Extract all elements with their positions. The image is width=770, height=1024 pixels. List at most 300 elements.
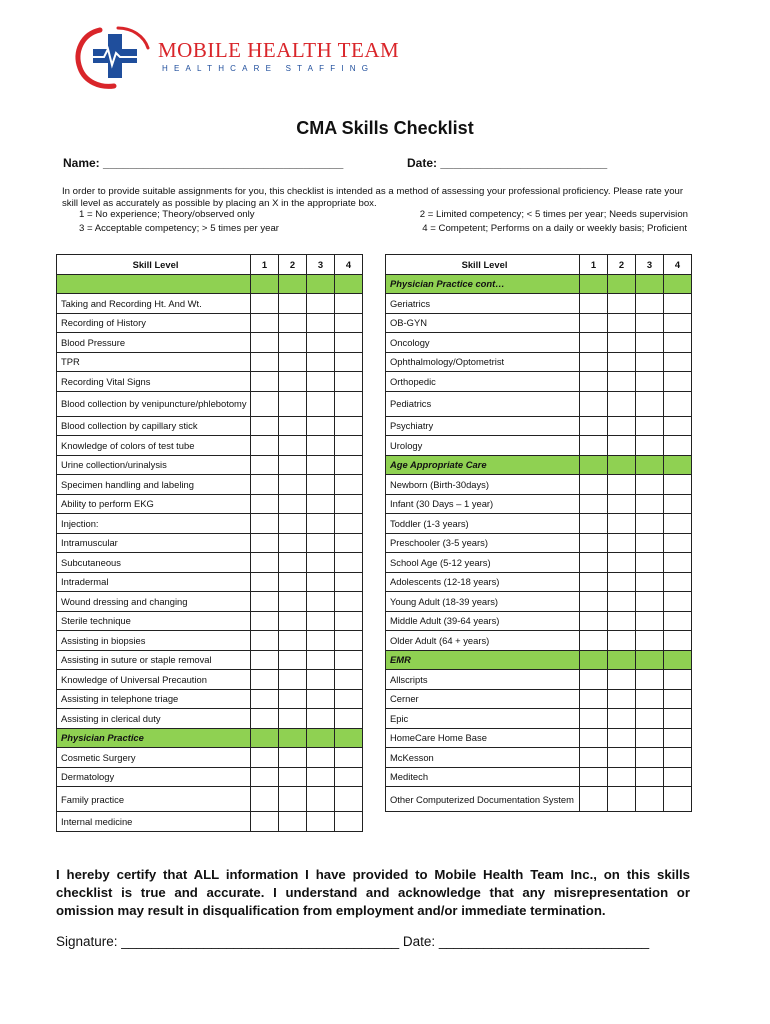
- skill-row: [386, 572, 692, 592]
- rating-checkbox-3[interactable]: [636, 436, 664, 456]
- rating-checkbox-2[interactable]: [279, 767, 307, 787]
- rating-checkbox-3[interactable]: [307, 391, 335, 416]
- rating-checkbox-1[interactable]: [251, 670, 279, 690]
- skill-row: [57, 475, 363, 495]
- skill-row: [386, 611, 692, 631]
- skill-row: [57, 611, 363, 631]
- skill-row: [386, 475, 692, 495]
- rating-checkbox-2[interactable]: [279, 391, 307, 416]
- rating-checkbox-4[interactable]: [664, 553, 692, 573]
- skill-label: Blood Pressure: [57, 333, 251, 353]
- rating-checkbox-2[interactable]: [608, 533, 636, 553]
- scale-level-1: 1 = No experience; Theory/observed only: [79, 209, 255, 220]
- section-label: Physician Practice: [57, 728, 251, 748]
- rating-checkbox-3[interactable]: [307, 572, 335, 592]
- skill-label: Preschooler (3-5 years): [386, 533, 580, 553]
- skill-row: [57, 592, 363, 612]
- rating-checkbox-2[interactable]: [608, 767, 636, 787]
- rating-checkbox-3[interactable]: [307, 767, 335, 787]
- rating-checkbox-1[interactable]: [580, 572, 608, 592]
- skill-label: Cosmetic Surgery: [57, 748, 251, 768]
- rating-checkbox-1[interactable]: [251, 650, 279, 670]
- skill-label: Middle Adult (39-64 years): [386, 611, 580, 631]
- skill-label: Sterile technique: [57, 611, 251, 631]
- rating-checkbox-3[interactable]: [636, 333, 664, 353]
- rating-checkbox-3[interactable]: [307, 812, 335, 832]
- rating-checkbox-1[interactable]: [580, 631, 608, 651]
- name-field[interactable]: Name: ____________________________________: [63, 156, 344, 170]
- rating-checkbox-3[interactable]: [636, 592, 664, 612]
- section-cell: [335, 274, 363, 294]
- rating-checkbox-4[interactable]: [335, 475, 363, 495]
- rating-checkbox-2[interactable]: [279, 650, 307, 670]
- rating-checkbox-2[interactable]: [279, 553, 307, 573]
- skill-row: [57, 748, 363, 768]
- skill-label: Knowledge of Universal Precaution: [57, 670, 251, 690]
- section-cell: [580, 274, 608, 294]
- rating-checkbox-2[interactable]: [279, 689, 307, 709]
- scale-level-4: 4 = Competent; Performs on a daily or weekly basis; Proficient: [422, 223, 687, 234]
- rating-checkbox-3[interactable]: [636, 553, 664, 573]
- skill-row: [57, 631, 363, 651]
- rating-checkbox-4[interactable]: [335, 689, 363, 709]
- skill-label: Wound dressing and changing: [57, 592, 251, 612]
- skill-row: [57, 294, 363, 314]
- rating-checkbox-4[interactable]: [335, 572, 363, 592]
- skill-row: [386, 333, 692, 353]
- rating-checkbox-2[interactable]: [279, 333, 307, 353]
- section-cell: [580, 650, 608, 670]
- rating-checkbox-4[interactable]: [664, 475, 692, 495]
- rating-checkbox-4[interactable]: [664, 333, 692, 353]
- rating-checkbox-1[interactable]: [251, 514, 279, 534]
- rating-checkbox-1[interactable]: [580, 611, 608, 631]
- rating-checkbox-2[interactable]: [608, 352, 636, 372]
- rating-checkbox-1[interactable]: [251, 611, 279, 631]
- rating-checkbox-3[interactable]: [636, 313, 664, 333]
- rating-checkbox-4[interactable]: [335, 333, 363, 353]
- rating-checkbox-4[interactable]: [335, 767, 363, 787]
- signature-line[interactable]: Signature: _____________________________________ Date: ____________________________: [56, 934, 650, 949]
- rating-checkbox-2[interactable]: [279, 748, 307, 768]
- header-rating-1: 1: [580, 255, 608, 275]
- rating-checkbox-4[interactable]: [335, 650, 363, 670]
- rating-checkbox-3[interactable]: [307, 494, 335, 514]
- rating-checkbox-3[interactable]: [636, 514, 664, 534]
- rating-checkbox-1[interactable]: [251, 313, 279, 333]
- rating-checkbox-2[interactable]: [608, 592, 636, 612]
- rating-checkbox-4[interactable]: [664, 436, 692, 456]
- header-rating-2: 2: [279, 255, 307, 275]
- rating-checkbox-3[interactable]: [307, 352, 335, 372]
- certification-statement: I hereby certify that ALL information I have provided to Mobile Health Team Inc., on this skills checklist is true and accurate. I understand and acknowledge that any misrepresentation or omission may result in disqualification from employment and/or immediate termination.: [56, 867, 690, 918]
- rating-checkbox-4[interactable]: [335, 592, 363, 612]
- rating-checkbox-3[interactable]: [307, 436, 335, 456]
- section-cell: [307, 728, 335, 748]
- skill-label: Pediatrics: [386, 391, 580, 416]
- rating-checkbox-3[interactable]: [307, 514, 335, 534]
- rating-checkbox-2[interactable]: [279, 709, 307, 729]
- rating-checkbox-2[interactable]: [279, 294, 307, 314]
- rating-checkbox-4[interactable]: [664, 352, 692, 372]
- rating-checkbox-1[interactable]: [580, 352, 608, 372]
- rating-checkbox-3[interactable]: [307, 533, 335, 553]
- skill-row: [57, 494, 363, 514]
- rating-checkbox-2[interactable]: [279, 514, 307, 534]
- skill-row: [386, 728, 692, 748]
- rating-checkbox-4[interactable]: [664, 631, 692, 651]
- rating-checkbox-2[interactable]: [608, 787, 636, 812]
- rating-checkbox-1[interactable]: [251, 592, 279, 612]
- rating-checkbox-2[interactable]: [279, 787, 307, 812]
- rating-checkbox-1[interactable]: [251, 572, 279, 592]
- skill-label: Meditech: [386, 767, 580, 787]
- rating-checkbox-4[interactable]: [664, 572, 692, 592]
- rating-checkbox-3[interactable]: [636, 709, 664, 729]
- section-cell: [608, 650, 636, 670]
- rating-checkbox-2[interactable]: [608, 494, 636, 514]
- rating-checkbox-2[interactable]: [608, 631, 636, 651]
- section-label: EMR: [386, 650, 580, 670]
- rating-checkbox-3[interactable]: [636, 352, 664, 372]
- rating-checkbox-4[interactable]: [664, 709, 692, 729]
- header-rating-1: 1: [251, 255, 279, 275]
- rating-checkbox-3[interactable]: [636, 728, 664, 748]
- rating-checkbox-2[interactable]: [608, 416, 636, 436]
- rating-checkbox-1[interactable]: [251, 689, 279, 709]
- rating-checkbox-1[interactable]: [251, 455, 279, 475]
- skill-label: School Age (5-12 years): [386, 553, 580, 573]
- skill-row: [57, 391, 363, 416]
- rating-checkbox-3[interactable]: [307, 294, 335, 314]
- rating-checkbox-2[interactable]: [279, 475, 307, 495]
- rating-checkbox-4[interactable]: [335, 631, 363, 651]
- table-header-row: [57, 255, 363, 275]
- section-cell: [307, 274, 335, 294]
- rating-checkbox-3[interactable]: [636, 572, 664, 592]
- date-field[interactable]: Date: _________________________: [407, 156, 608, 170]
- rating-checkbox-4[interactable]: [335, 313, 363, 333]
- rating-checkbox-3[interactable]: [636, 494, 664, 514]
- rating-checkbox-3[interactable]: [636, 416, 664, 436]
- rating-checkbox-1[interactable]: [251, 494, 279, 514]
- rating-checkbox-3[interactable]: [636, 391, 664, 416]
- rating-checkbox-1[interactable]: [251, 767, 279, 787]
- rating-checkbox-4[interactable]: [335, 553, 363, 573]
- skills-table-left: [56, 254, 363, 832]
- rating-checkbox-1[interactable]: [251, 372, 279, 392]
- rating-checkbox-1[interactable]: [251, 436, 279, 456]
- section-cell: [636, 650, 664, 670]
- rating-checkbox-1[interactable]: [251, 391, 279, 416]
- rating-checkbox-4[interactable]: [664, 313, 692, 333]
- rating-checkbox-1[interactable]: [251, 416, 279, 436]
- rating-checkbox-4[interactable]: [335, 352, 363, 372]
- rating-checkbox-3[interactable]: [636, 670, 664, 690]
- skill-row: [386, 391, 692, 416]
- rating-checkbox-2[interactable]: [608, 748, 636, 768]
- rating-checkbox-4[interactable]: [335, 670, 363, 690]
- skill-row: [386, 494, 692, 514]
- rating-checkbox-1[interactable]: [251, 709, 279, 729]
- skill-label: Blood collection by capillary stick: [57, 416, 251, 436]
- rating-checkbox-3[interactable]: [636, 372, 664, 392]
- rating-checkbox-4[interactable]: [664, 787, 692, 812]
- skill-label: Geriatrics: [386, 294, 580, 314]
- header-rating-3: 3: [307, 255, 335, 275]
- rating-checkbox-3[interactable]: [307, 313, 335, 333]
- rating-checkbox-1[interactable]: [580, 728, 608, 748]
- rating-checkbox-4[interactable]: [335, 514, 363, 534]
- skill-row: [57, 313, 363, 333]
- rating-checkbox-1[interactable]: [580, 436, 608, 456]
- rating-checkbox-2[interactable]: [608, 391, 636, 416]
- skill-row: [57, 689, 363, 709]
- rating-checkbox-4[interactable]: [335, 455, 363, 475]
- rating-checkbox-1[interactable]: [580, 670, 608, 690]
- skill-row: [386, 294, 692, 314]
- skill-label: Ability to perform EKG: [57, 494, 251, 514]
- skill-row: [386, 436, 692, 456]
- rating-checkbox-1[interactable]: [251, 475, 279, 495]
- rating-checkbox-4[interactable]: [335, 436, 363, 456]
- rating-checkbox-1[interactable]: [580, 416, 608, 436]
- rating-checkbox-3[interactable]: [636, 294, 664, 314]
- header-rating-3: 3: [636, 255, 664, 275]
- rating-checkbox-4[interactable]: [664, 670, 692, 690]
- rating-checkbox-3[interactable]: [636, 611, 664, 631]
- rating-checkbox-2[interactable]: [608, 514, 636, 534]
- header-rating-4: 4: [335, 255, 363, 275]
- rating-checkbox-2[interactable]: [608, 313, 636, 333]
- rating-checkbox-3[interactable]: [636, 767, 664, 787]
- rating-checkbox-2[interactable]: [279, 611, 307, 631]
- rating-checkbox-4[interactable]: [664, 372, 692, 392]
- rating-checkbox-1[interactable]: [580, 391, 608, 416]
- skill-label: Ophthalmology/Optometrist: [386, 352, 580, 372]
- skill-label: Toddler (1-3 years): [386, 514, 580, 534]
- rating-checkbox-1[interactable]: [580, 372, 608, 392]
- skill-row: [386, 631, 692, 651]
- rating-checkbox-3[interactable]: [636, 533, 664, 553]
- rating-checkbox-1[interactable]: [580, 553, 608, 573]
- rating-checkbox-3[interactable]: [307, 592, 335, 612]
- rating-checkbox-3[interactable]: [307, 689, 335, 709]
- rating-checkbox-3[interactable]: [307, 748, 335, 768]
- rating-checkbox-1[interactable]: [580, 313, 608, 333]
- skill-row: [57, 812, 363, 832]
- scale-level-3: 3 = Acceptable competency; > 5 times per year: [79, 223, 279, 234]
- skill-label: Knowledge of colors of test tube: [57, 436, 251, 456]
- rating-checkbox-2[interactable]: [608, 436, 636, 456]
- section-cell: [279, 728, 307, 748]
- skill-row: [386, 767, 692, 787]
- rating-checkbox-4[interactable]: [664, 294, 692, 314]
- skill-row: [386, 514, 692, 534]
- skill-row: [57, 533, 363, 553]
- skill-row: [57, 709, 363, 729]
- rating-checkbox-4[interactable]: [335, 812, 363, 832]
- rating-checkbox-2[interactable]: [608, 572, 636, 592]
- rating-checkbox-1[interactable]: [251, 553, 279, 573]
- rating-checkbox-3[interactable]: [307, 611, 335, 631]
- rating-checkbox-3[interactable]: [307, 787, 335, 812]
- rating-checkbox-1[interactable]: [580, 709, 608, 729]
- rating-checkbox-2[interactable]: [608, 728, 636, 748]
- skill-label: TPR: [57, 352, 251, 372]
- skill-row: [386, 748, 692, 768]
- rating-checkbox-2[interactable]: [279, 494, 307, 514]
- section-header-row: [386, 455, 692, 475]
- skill-label: Assisting in clerical duty: [57, 709, 251, 729]
- rating-checkbox-1[interactable]: [580, 767, 608, 787]
- rating-checkbox-4[interactable]: [664, 767, 692, 787]
- rating-checkbox-3[interactable]: [307, 709, 335, 729]
- rating-checkbox-2[interactable]: [279, 592, 307, 612]
- skill-label: Oncology: [386, 333, 580, 353]
- rating-checkbox-4[interactable]: [664, 689, 692, 709]
- rating-checkbox-1[interactable]: [580, 514, 608, 534]
- rating-checkbox-4[interactable]: [664, 533, 692, 553]
- rating-checkbox-2[interactable]: [608, 475, 636, 495]
- rating-checkbox-1[interactable]: [580, 533, 608, 553]
- section-cell: [251, 728, 279, 748]
- rating-checkbox-2[interactable]: [608, 689, 636, 709]
- skill-label: Urine collection/urinalysis: [57, 455, 251, 475]
- rating-checkbox-1[interactable]: [580, 689, 608, 709]
- skill-row: [57, 514, 363, 534]
- rating-checkbox-1[interactable]: [580, 333, 608, 353]
- rating-checkbox-1[interactable]: [251, 333, 279, 353]
- skill-label: Recording Vital Signs: [57, 372, 251, 392]
- section-cell: [664, 650, 692, 670]
- skill-label: Newborn (Birth-30days): [386, 475, 580, 495]
- rating-checkbox-1[interactable]: [251, 631, 279, 651]
- rating-checkbox-4[interactable]: [335, 611, 363, 631]
- rating-checkbox-2[interactable]: [279, 313, 307, 333]
- rating-checkbox-4[interactable]: [664, 391, 692, 416]
- rating-checkbox-2[interactable]: [279, 352, 307, 372]
- rating-checkbox-4[interactable]: [664, 514, 692, 534]
- rating-checkbox-2[interactable]: [608, 611, 636, 631]
- rating-checkbox-3[interactable]: [636, 787, 664, 812]
- rating-checkbox-2[interactable]: [279, 436, 307, 456]
- rating-checkbox-3[interactable]: [307, 372, 335, 392]
- rating-checkbox-4[interactable]: [664, 611, 692, 631]
- rating-checkbox-2[interactable]: [279, 631, 307, 651]
- rating-checkbox-1[interactable]: [251, 533, 279, 553]
- skill-row: [386, 709, 692, 729]
- rating-checkbox-2[interactable]: [279, 416, 307, 436]
- rating-checkbox-2[interactable]: [279, 455, 307, 475]
- rating-checkbox-2[interactable]: [608, 333, 636, 353]
- skill-label: Assisting in biopsies: [57, 631, 251, 651]
- rating-checkbox-1[interactable]: [251, 787, 279, 812]
- logo-company-name: MOBILE HEALTH TEAM: [158, 38, 400, 62]
- rating-checkbox-3[interactable]: [307, 670, 335, 690]
- skill-label: Specimen handling and labeling: [57, 475, 251, 495]
- rating-checkbox-3[interactable]: [636, 475, 664, 495]
- rating-checkbox-2[interactable]: [608, 553, 636, 573]
- rating-checkbox-4[interactable]: [664, 748, 692, 768]
- instructions-text: In order to provide suitable assignments for you, this checklist is intended as a method of assessing your professional proficiency. Please rate your skill level as accurately as possible by placing an X in the appropriate box.: [62, 186, 684, 209]
- section-cell: [279, 274, 307, 294]
- rating-checkbox-1[interactable]: [251, 812, 279, 832]
- rating-checkbox-3[interactable]: [307, 455, 335, 475]
- rating-checkbox-4[interactable]: [335, 391, 363, 416]
- rating-checkbox-2[interactable]: [608, 709, 636, 729]
- skill-row: [57, 572, 363, 592]
- rating-checkbox-4[interactable]: [664, 592, 692, 612]
- rating-checkbox-2[interactable]: [279, 572, 307, 592]
- skill-row: [386, 372, 692, 392]
- skill-label: Assisting in suture or staple removal: [57, 650, 251, 670]
- rating-checkbox-3[interactable]: [307, 650, 335, 670]
- rating-checkbox-3[interactable]: [307, 553, 335, 573]
- rating-checkbox-2[interactable]: [279, 670, 307, 690]
- rating-checkbox-3[interactable]: [307, 416, 335, 436]
- rating-checkbox-3[interactable]: [307, 631, 335, 651]
- rating-checkbox-3[interactable]: [307, 333, 335, 353]
- rating-checkbox-2[interactable]: [608, 294, 636, 314]
- rating-checkbox-3[interactable]: [307, 475, 335, 495]
- section-cell: [636, 455, 664, 475]
- section-cell: [664, 455, 692, 475]
- header-rating-4: 4: [664, 255, 692, 275]
- rating-checkbox-1[interactable]: [251, 352, 279, 372]
- rating-checkbox-1[interactable]: [580, 494, 608, 514]
- rating-checkbox-1[interactable]: [251, 294, 279, 314]
- rating-checkbox-4[interactable]: [335, 709, 363, 729]
- rating-checkbox-4[interactable]: [335, 748, 363, 768]
- skill-label: Blood collection by venipuncture/phlebotomy: [57, 391, 251, 416]
- header-rating-2: 2: [608, 255, 636, 275]
- rating-checkbox-1[interactable]: [251, 748, 279, 768]
- rating-checkbox-4[interactable]: [335, 372, 363, 392]
- rating-checkbox-1[interactable]: [580, 592, 608, 612]
- rating-checkbox-3[interactable]: [636, 631, 664, 651]
- section-cell: [335, 728, 363, 748]
- rating-checkbox-1[interactable]: [580, 748, 608, 768]
- skill-label: Infant (30 Days – 1 year): [386, 494, 580, 514]
- skill-row: [57, 416, 363, 436]
- rating-checkbox-4[interactable]: [335, 787, 363, 812]
- rating-checkbox-4[interactable]: [335, 533, 363, 553]
- skill-row: [57, 767, 363, 787]
- section-header-row: [57, 728, 363, 748]
- rating-checkbox-2[interactable]: [608, 670, 636, 690]
- rating-checkbox-4[interactable]: [335, 416, 363, 436]
- rating-checkbox-1[interactable]: [580, 294, 608, 314]
- rating-checkbox-3[interactable]: [636, 748, 664, 768]
- rating-checkbox-3[interactable]: [636, 689, 664, 709]
- rating-checkbox-1[interactable]: [580, 475, 608, 495]
- rating-checkbox-2[interactable]: [608, 372, 636, 392]
- rating-checkbox-4[interactable]: [664, 416, 692, 436]
- rating-checkbox-4[interactable]: [664, 494, 692, 514]
- section-label: Physician Practice cont…: [386, 274, 580, 294]
- rating-checkbox-2[interactable]: [279, 372, 307, 392]
- rating-checkbox-4[interactable]: [335, 294, 363, 314]
- skill-row: [57, 650, 363, 670]
- skill-label: Assisting in telephone triage: [57, 689, 251, 709]
- rating-checkbox-2[interactable]: [279, 812, 307, 832]
- rating-checkbox-4[interactable]: [664, 728, 692, 748]
- rating-checkbox-1[interactable]: [580, 787, 608, 812]
- rating-checkbox-4[interactable]: [335, 494, 363, 514]
- section-header-row: [386, 650, 692, 670]
- rating-checkbox-2[interactable]: [279, 533, 307, 553]
